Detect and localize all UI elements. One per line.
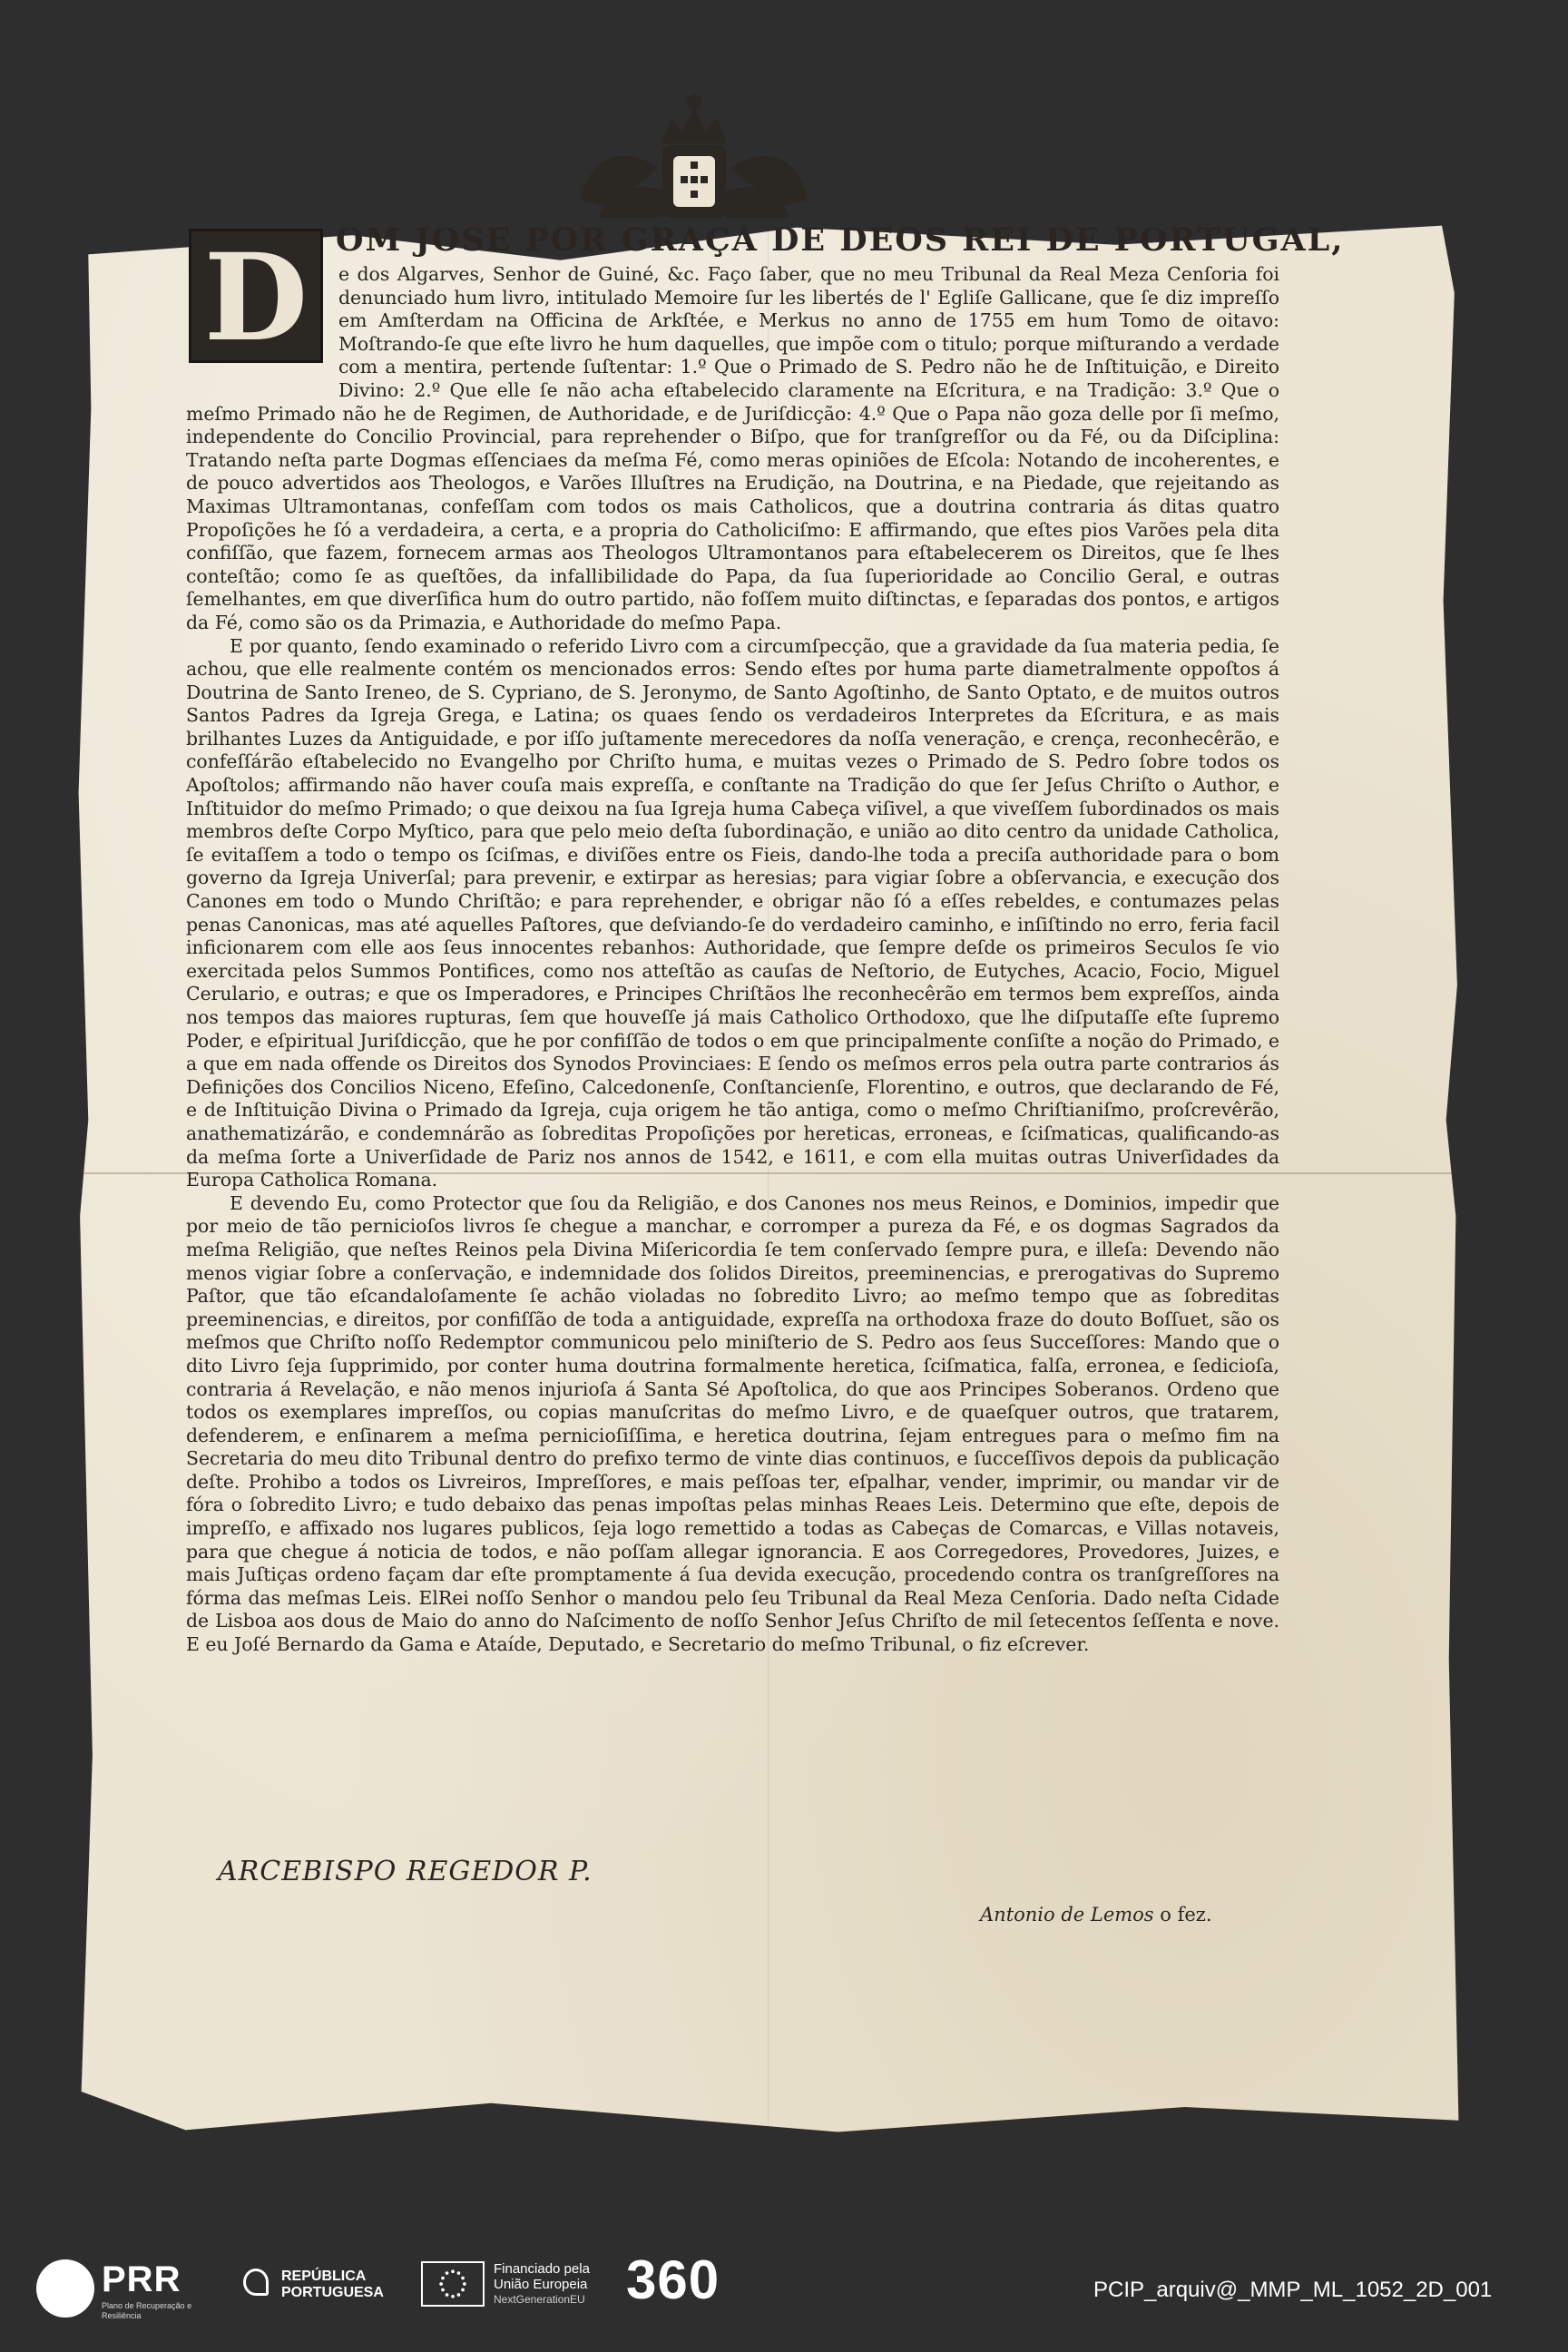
- signature-scribe: [980, 1904, 1212, 1926]
- eu-flag-icon: [421, 2261, 485, 2307]
- paragraph-3: E devendo Eu, como Protector que ſou da Religião, e dos Canones nos meus Reinos, e Dominios, impedir que por meio de tão pernicioſos livros ſe chegue a manchar, e corromper a pureza da Fé, e os dogmas Sagrados da meſma Religião, que neſtes Reinos pela Divina Miſericordia ſe tem conſervado ſempre pura, e illeſa: Devendo não menos vigiar ſobre a conſervação, e indemnidade dos ſolidos Direitos, preeminencias, e prerogativas do Supremo Paſtor, que tão eſcandaloſamente ſe achão violadas no ſobredito Livro; ao meſmo tempo que as ſobreditas preeminencias, e direitos, por confiſſão de toda a antiguidade, expreſſa na orthodoxa fraze do douto Boſſuet, são os meſmos que Chriſto noſſo Redemptor communicou pelo miniſterio de S. Pedro aos ſeus Succeſſores: Mando que o dito Livro ſeja ſupprimido, por conter huma doutrina formalmente heretica, ſciſmatica, falſa, erronea, e ſedicioſa, contraria á Revelação, e não menos injurioſa á Santa Sé Apoſtolica, do que aos Principes Soberanos. Ordeno que todos os exemplares impreſſos, ou copias manuſcritas do meſmo Livro, e de quaeſquer outros, que tratarem, defenderem, e enſinarem a meſma pernicioſiſſima, e heretica doutrina, ſejam entregues para o meſmo fim na Secretaria do meu dito Tribunal dentro do prefixo termo de vinte dias continuos, e ſucceſſivos depois da publicação deſte. Prohibo a todos os Livreiros, Impreſſores, e mais peſſoas ter, eſpalhar, vender, imprimir, ou mandar vir de fóra o ſobredito Livro; e tudo debaixo das penas impoſtas pelas minhas Reaes Leis. Determino que eſte, depois de impreſſo, e affixado nos lugares publicos, ſeja logo remettido a todas as Cabeças de Comarcas, e Villas notaveis, para que chegue á noticia de todos, e não poſſam allegar ignorancia. E aos Corregedores, Provedores, Juizes, e mais Juſtiças ordeno façam dar eſte promptamente á ſua devida execução, procedendo contra os tranſgreſſores na fórma das meſmas Leis. ElRei noſſo Senhor o mandou pelo ſeu Tribunal da Real Meza Cenſoria. Dado neſta Cidade de Lisboa aos dous de Maio do anno do Naſcimento de noſſo Senhor Jeſus Chriſto de mil ſetecentos ſeſſenta e nove. E eu Joſé Bernardo da Gama e Ataíde, Deputado, e Secretario do meſmo Tribunal, o fiz eſcrever.: [186, 1191, 1279, 1656]
- scribe-suffix: o fez.: [1153, 1904, 1212, 1926]
- footer-bar: [0, 2241, 1568, 2350]
- badge-360: 360: [626, 2249, 720, 2310]
- document-body: [186, 263, 1279, 1833]
- document-headline: OM JOSE POR GRAÇA DE DEOS REI DE PORTUGAL,: [336, 221, 1345, 259]
- republica-portuguesa-label: REPÚBLICA PORTUGUESA: [281, 2269, 384, 2300]
- royal-crest-icon: [572, 91, 817, 223]
- prr-title: PRR: [102, 2259, 181, 2299]
- prr-subtitle: Plano de Recuperação e Resiliência: [102, 2301, 192, 2320]
- scribe-name: Antonio de Lemos: [980, 1904, 1154, 1926]
- paragraph-1: e dos Algarves, Senhor de Guiné, &c. Faço ſaber, que no meu Tribunal da Real Meza Cenſoria foi denunciado hum livro, intitulado Memoire ſur les libertés de l' Egliſe Gallicane, que ſe diz impreſſo em Amſterdam na Officina de Arkſtée, e Merkus no anno de 1755 em hum Tomo de oitavo: Moſtrando-ſe que eſte livro he hum daquelles, que impõe com o titulo; porque miſturando a verdade com a mentira, pertende ſuſtentar: 1.º Que o Primado de S. Pedro não he de Inſtituição, e Direito Divino: 2.º Que elle ſe não acha eſtabelecido claramente na Eſcritura, e na Tradição: 3.º Que o meſmo Primado não he de Regimen, de Authoridade, e de Juriſdicção: 4.º Que o Papa não goza delle por ſi meſmo, independente do Concilio Provincial, para reprehender o Biſpo, que for tranſgreſſor ou da Fé, ou da Diſciplina: Tratando neſta parte Dogmas eſſenciaes da meſma Fé, como meras opiniões de Eſcola: Notando de incoherentes, e de pouco advertidos aos Theologos, e Varões Illuſtres na Erudição, na Doutrina, e na Piedade, que rejeitando as Maximas Ultramontanas, confeſſam com todos os mais Catholicos, que a doutrina contraria ás ditas quatro Propoſições he ſó a verdadeira, a certa, e a propria do Catholiciſmo: E affirmando, que eſtes pios Varões pela dita confiſſão, que fazem, fornecem armas aos Theologos Ultramontanos para eſtabelecerem os Direitos, que ſe lhes conteſtão; como ſe as queſtões, da infallibilidade do Papa, da ſua ſuperioridade ao Concilio Geral, e outras ſemelhantes, em que diverſifica hum do outro partido, não foſſem muito diſtinctas, e ſeparadas dos pontos, e artigos da Fé, como são os da Primazia, e Authoridade do meſmo Papa.: [186, 263, 1279, 633]
- republica-portuguesa-icon: [243, 2269, 269, 2296]
- archive-id: PCIP_arquiv@_MMP_ML_1052_2D_001: [1093, 2278, 1493, 2302]
- eu-funding-label: Financiado pela União Europeia NextGenerationEU: [494, 2261, 590, 2306]
- drop-cap-letter: D: [203, 228, 309, 368]
- prr-logo-icon: [36, 2259, 94, 2318]
- signature-regedor: ARCEBISPO REGEDOR P.: [218, 1856, 593, 1887]
- paragraph-2: E por quanto, ſendo examinado o referido Livro com a circumſpecção, que a gravidade da ſua materia pedia, ſe achou, que elle realmente contém os mencionados erros: Sendo eſtes por huma parte diametralmente oppoſtos á Doutrina de Santo Ireneo, de S. Cypriano, de S. Jeronymo, de Santo Agoſtinho, de Santo Optato, e de muitos outros Santos Padres da Igreja Grega, e Latina; os quaes ſendo os verdadeiros Interpretes da Eſcritura, e as mais brilhantes Luzes da Antiguidade, e por iſſo juſtamente merecedores da noſſa veneração, e crença, reconhecêrão, e confeſſárão eſtabelecido no Evangelho por Chriſto huma, e muitas vezes o Primado de S. Pedro ſobre todos os Apoſtolos; affirmando não haver couſa mais expreſſa, e conſtante na Tradição do que ſer Jeſus Chriſto o Author, e Inſtituidor do meſmo Primado; o que deixou na ſua Igreja huma Cabeça viſivel, a que viveſſem ſubordinados os mais membros deſte Corpo Myſtico, para que pelo meio deſta ſubordinação, e união ao dito centro da unidade Catholica, ſe evitaſſem a todo o tempo os ſciſmas, e diviſões entre os Fieis, dando-lhe toda a preciſa authoridade para o bom governo da Igreja Univerſal; para prevenir, e extirpar as heresias; para vigiar ſobre a obſervancia, e execução dos Canones em todo o Mundo Chriſtão; e para reprehender, e obrigar não ſó a eſſes rebeldes, e contumazes pelas penas Canonicas, mas até aquelles Paſtores, que deſviando-ſe do verdadeiro caminho, e inſiſtindo no erro, feria facil inficionarem com elle aos ſeus innocentes rebanhos: Authoridade, que ſempre deſde os primeiros Seculos ſe vio exercitada pelos Summos Pontifices, como nos atteſtão as cauſas de Neſtorio, de Eutyches, Acacio, Focio, Miguel Cerulario, e outras; e que os Imperadores, e Principes Chriſtãos lhe reconhecêrão em termos bem expreſſos, ainda nos tempos das maiores rupturas, ſem que houveſſe já mais Catholico Orthodoxo, que lhe diſputaſſe eſte ſupremo Poder, e eſpiritual Juriſdicção, que he por confiſſão de todos o em que principalmente conſiſte a noção do Primado, e a que em nada offende os Direitos dos Synodos Provinciaes: E ſendo os meſmos erros pela outra parte contrarios ás Definições dos Concilios Niceno, Efeſino, Calcedonenſe, Conſtancienſe, Florentino, e outros, que declarando de Fé, e de Inſtituição Divina o Primado da Igreja, cuja origem he tão antiga, como o meſmo Chriſtianiſmo, proſcrevêrão, anathematizárão, e condemnárão as ſobreditas Propoſições por hereticas, erroneas, e ſciſmaticas, qualificando-as da meſma ſorte a Univerſidade de Pariz nos annos de 1542, e 1611, e com ella muitas outras Univerſidades da Europa Catholica Romana.: [186, 634, 1279, 1191]
